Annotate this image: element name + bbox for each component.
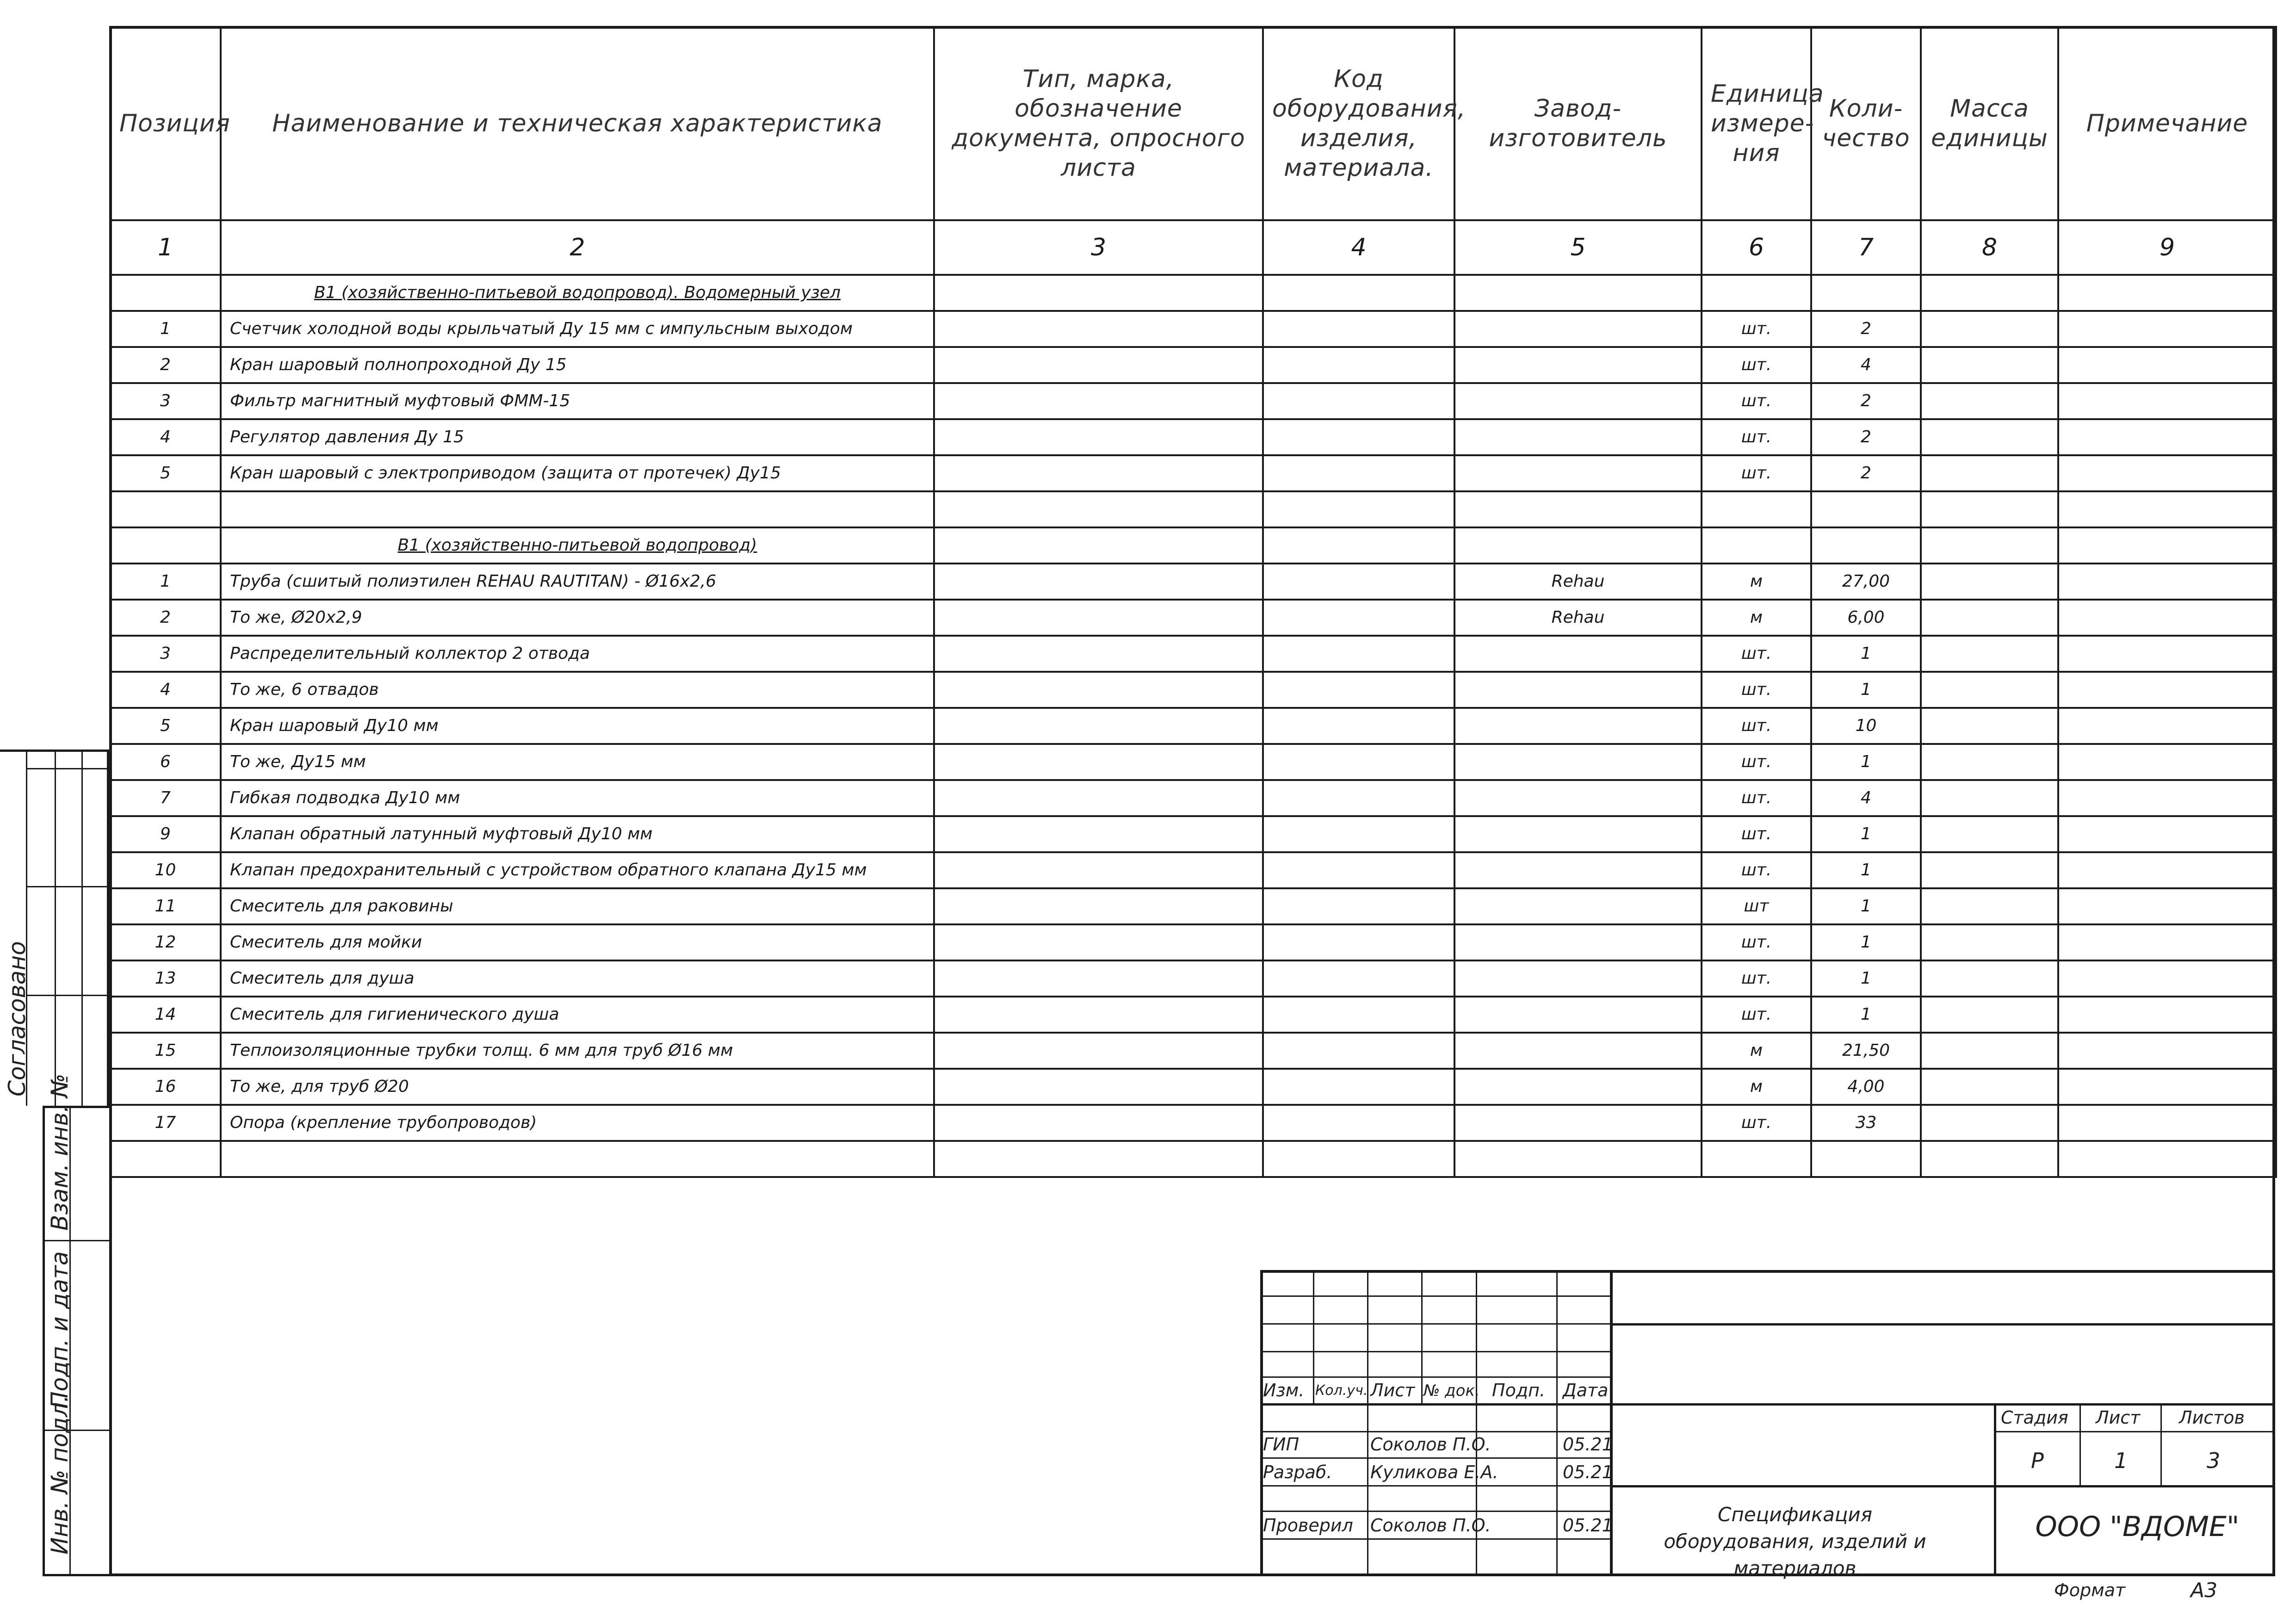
cell-manufacturer xyxy=(1454,780,1702,816)
cell-mass xyxy=(1921,1069,2058,1105)
cell-note xyxy=(2058,888,2276,924)
cell-quantity: 6,00 xyxy=(1811,600,1921,636)
cell-manufacturer: Rehau xyxy=(1454,564,1702,600)
tb-date-proveril: 05.21 xyxy=(1563,1515,1613,1536)
cell-note xyxy=(2058,816,2276,852)
cell-note xyxy=(2058,600,2276,636)
cell-quantity: 1 xyxy=(1811,672,1921,708)
cell-unit: м xyxy=(1702,1033,1811,1069)
tb-company: ООО "ВДОМЕ" xyxy=(2035,1511,2240,1543)
cell-code xyxy=(1263,997,1454,1033)
cell-code xyxy=(1263,708,1454,744)
cell-type xyxy=(934,455,1263,491)
section-title: В1 (хозяйственно-питьевой водопровод) xyxy=(221,527,934,564)
cell-unit: шт. xyxy=(1702,672,1811,708)
tb-date-gip: 05.21 xyxy=(1563,1434,1613,1455)
cell-note xyxy=(2058,1105,2276,1141)
table-row xyxy=(110,816,2276,852)
cell-mass xyxy=(1921,924,2058,960)
cell-name: То же, 6 отвадов xyxy=(221,672,934,708)
cell-unit: шт xyxy=(1702,888,1811,924)
cell-manufacturer xyxy=(1454,708,1702,744)
cell-name: Теплоизоляционные трубки толщ. 6 мм для труб Ø16 мм xyxy=(221,1033,934,1069)
cell-quantity: 2 xyxy=(1811,311,1921,347)
cell-position: 12 xyxy=(110,924,221,960)
tb-role-gip: ГИП xyxy=(1263,1434,1300,1455)
cell-name: Смеситель для гигиенического душа xyxy=(221,997,934,1033)
cell-note xyxy=(2058,455,2276,491)
cell-quantity: 1 xyxy=(1811,888,1921,924)
cell-note xyxy=(2058,960,2276,997)
cell-manufacturer xyxy=(1454,997,1702,1033)
table-row xyxy=(110,564,2276,600)
cell-note xyxy=(2058,852,2276,888)
cell-type xyxy=(934,744,1263,780)
cell-code xyxy=(1263,960,1454,997)
cell-position: 15 xyxy=(110,1033,221,1069)
cell-position: 16 xyxy=(110,1069,221,1105)
cell-mass xyxy=(1921,419,2058,455)
cell-unit: шт. xyxy=(1702,744,1811,780)
cell-position: 6 xyxy=(110,744,221,780)
tb-listov: 3 xyxy=(2207,1448,2221,1473)
cell-unit: шт. xyxy=(1702,383,1811,419)
cell-type xyxy=(934,780,1263,816)
cell-position: 17 xyxy=(110,1105,221,1141)
table-row xyxy=(110,960,2276,997)
cell-code xyxy=(1263,672,1454,708)
cell-code xyxy=(1263,1033,1454,1069)
cell-note xyxy=(2058,564,2276,600)
cell-note xyxy=(2058,347,2276,383)
tb-header-izm: Изм. xyxy=(1263,1380,1305,1400)
cell-type xyxy=(934,708,1263,744)
cell-name: Кран шаровый Ду10 мм xyxy=(221,708,934,744)
cell-mass xyxy=(1921,888,2058,924)
tb-header-podp: Подп. xyxy=(1492,1380,1546,1400)
cell-name: Смеситель для душа xyxy=(221,960,934,997)
cell-mass xyxy=(1921,672,2058,708)
cell-manufacturer xyxy=(1454,311,1702,347)
tb-list-label: Лист xyxy=(2096,1407,2141,1428)
cell-code xyxy=(1263,888,1454,924)
cell-quantity: 1 xyxy=(1811,960,1921,997)
cell-quantity: 10 xyxy=(1811,708,1921,744)
cell-mass xyxy=(1921,960,2058,997)
cell-manufacturer xyxy=(1454,1033,1702,1069)
table-row xyxy=(110,311,2276,347)
table-row xyxy=(110,1069,2276,1105)
cell-unit: шт. xyxy=(1702,455,1811,491)
cell-quantity: 4 xyxy=(1811,780,1921,816)
cell-manufacturer xyxy=(1454,1069,1702,1105)
cell-name: Фильтр магнитный муфтовый ФММ-15 xyxy=(221,383,934,419)
cell-manufacturer xyxy=(1454,636,1702,672)
empty-row xyxy=(110,491,2276,527)
cell-type xyxy=(934,600,1263,636)
cell-manufacturer xyxy=(1454,347,1702,383)
tb-header-kolu: Кол.уч. xyxy=(1315,1382,1368,1399)
cell-code xyxy=(1263,1069,1454,1105)
format-value: А3 xyxy=(2191,1579,2218,1602)
cell-manufacturer xyxy=(1454,852,1702,888)
cell-quantity: 2 xyxy=(1811,419,1921,455)
format-label: Формат xyxy=(2054,1580,2126,1600)
table-row xyxy=(110,1033,2276,1069)
cell-code xyxy=(1263,744,1454,780)
cell-position: 9 xyxy=(110,816,221,852)
cell-unit: шт. xyxy=(1702,780,1811,816)
cell-unit: шт. xyxy=(1702,960,1811,997)
cell-name: Труба (сшитый полиэтилен REHAU RAUTITAN) - Ø16х2,6 xyxy=(221,564,934,600)
cell-unit: шт. xyxy=(1702,636,1811,672)
col-number: 7 xyxy=(1811,220,1921,275)
cell-manufacturer: Rehau xyxy=(1454,600,1702,636)
col-header-manufacturer: Завод-изготовитель xyxy=(1454,27,1702,220)
cell-quantity: 27,00 xyxy=(1811,564,1921,600)
cell-code xyxy=(1263,852,1454,888)
cell-name: Гибкая подводка Ду10 мм xyxy=(221,780,934,816)
cell-position: 3 xyxy=(110,636,221,672)
cell-note xyxy=(2058,419,2276,455)
cell-position: 1 xyxy=(110,311,221,347)
table-row xyxy=(110,780,2276,816)
cell-code xyxy=(1263,311,1454,347)
cell-manufacturer xyxy=(1454,672,1702,708)
cell-name: Клапан предохранительный с устройством обратного клапана Ду15 мм xyxy=(221,852,934,888)
cell-mass xyxy=(1921,1105,2058,1141)
cell-code xyxy=(1263,564,1454,600)
cell-manufacturer xyxy=(1454,888,1702,924)
cell-code xyxy=(1263,455,1454,491)
col-number: 4 xyxy=(1263,220,1454,275)
cell-name: Клапан обратный латунный муфтовый Ду10 мм xyxy=(221,816,934,852)
cell-position: 4 xyxy=(110,672,221,708)
col-number: 5 xyxy=(1454,220,1702,275)
cell-mass xyxy=(1921,816,2058,852)
cell-position: 5 xyxy=(110,455,221,491)
header-row xyxy=(110,27,2276,220)
cell-quantity: 1 xyxy=(1811,636,1921,672)
cell-name: То же, для труб Ø20 xyxy=(221,1069,934,1105)
cell-unit: шт. xyxy=(1702,347,1811,383)
table-row xyxy=(110,924,2276,960)
vzam-inv-label: Взам. инв. № xyxy=(46,1073,73,1231)
cell-type xyxy=(934,347,1263,383)
cell-unit: м xyxy=(1702,564,1811,600)
cell-quantity: 1 xyxy=(1811,924,1921,960)
cell-mass xyxy=(1921,780,2058,816)
cell-type xyxy=(934,636,1263,672)
cell-code xyxy=(1263,816,1454,852)
col-header-code: Код оборудования, изделия, материала. xyxy=(1263,27,1454,220)
tb-role-razrab: Разраб. xyxy=(1263,1462,1332,1482)
table-row xyxy=(110,455,2276,491)
agreed-label: Согласовано xyxy=(4,941,31,1096)
cell-note xyxy=(2058,1033,2276,1069)
table-row xyxy=(110,636,2276,672)
cell-name: Опора (крепление трубопроводов) xyxy=(221,1105,934,1141)
inv-podl-label: Инв. № подл. xyxy=(46,1395,73,1555)
cell-name: То же, Ду15 мм xyxy=(221,744,934,780)
cell-mass xyxy=(1921,311,2058,347)
cell-name: Кран шаровый полнопроходной Ду 15 xyxy=(221,347,934,383)
cell-code xyxy=(1263,924,1454,960)
cell-position: 2 xyxy=(110,600,221,636)
cell-position: 13 xyxy=(110,960,221,997)
tb-role-proveril: Проверил xyxy=(1263,1515,1353,1536)
cell-unit: шт. xyxy=(1702,924,1811,960)
cell-mass xyxy=(1921,600,2058,636)
cell-code xyxy=(1263,419,1454,455)
table-row xyxy=(110,600,2276,636)
cell-name: Кран шаровый с электроприводом (защита от протечек) Ду15 xyxy=(221,455,934,491)
col-header-mass: Масса единицы xyxy=(1921,27,2058,220)
cell-unit: шт. xyxy=(1702,311,1811,347)
col-header-type: Тип, марка, обозначение документа, опросного листа xyxy=(934,27,1263,220)
cell-type xyxy=(934,311,1263,347)
cell-type xyxy=(934,888,1263,924)
cell-position: 4 xyxy=(110,419,221,455)
cell-mass xyxy=(1921,744,2058,780)
tb-header-list: Лист xyxy=(1370,1380,1415,1400)
cell-position: 14 xyxy=(110,997,221,1033)
cell-note xyxy=(2058,1069,2276,1105)
cell-position: 7 xyxy=(110,780,221,816)
cell-position: 3 xyxy=(110,383,221,419)
cell-position: 5 xyxy=(110,708,221,744)
cell-unit: шт. xyxy=(1702,1105,1811,1141)
table-row xyxy=(110,1105,2276,1141)
cell-note xyxy=(2058,744,2276,780)
cell-quantity: 1 xyxy=(1811,852,1921,888)
tb-name-gip: Соколов П.О. xyxy=(1370,1434,1491,1455)
tb-list: 1 xyxy=(2114,1448,2128,1473)
cell-type xyxy=(934,852,1263,888)
cell-mass xyxy=(1921,455,2058,491)
tb-header-data: Дата xyxy=(1563,1380,1609,1400)
col-number: 3 xyxy=(934,220,1263,275)
cell-name: То же, Ø20х2,9 xyxy=(221,600,934,636)
cell-quantity: 4,00 xyxy=(1811,1069,1921,1105)
cell-code xyxy=(1263,347,1454,383)
tb-header-ndok: № док. xyxy=(1423,1381,1480,1400)
col-header-unit: Единица измере-ния xyxy=(1702,27,1811,220)
cell-mass xyxy=(1921,383,2058,419)
empty-row xyxy=(110,1141,2276,1177)
col-header-position: Позиция xyxy=(110,27,221,220)
cell-mass xyxy=(1921,347,2058,383)
column-number-row xyxy=(110,220,2276,275)
cell-type xyxy=(934,1033,1263,1069)
cell-note xyxy=(2058,383,2276,419)
col-number: 9 xyxy=(2058,220,2276,275)
cell-code xyxy=(1263,780,1454,816)
table-row xyxy=(110,419,2276,455)
cell-note xyxy=(2058,780,2276,816)
table-row xyxy=(110,888,2276,924)
tb-stadia: Р xyxy=(2031,1448,2044,1473)
cell-mass xyxy=(1921,1033,2058,1069)
cell-quantity: 4 xyxy=(1811,347,1921,383)
cell-type xyxy=(934,564,1263,600)
table-row xyxy=(110,744,2276,780)
col-number: 1 xyxy=(110,220,221,275)
cell-unit: м xyxy=(1702,1069,1811,1105)
cell-note xyxy=(2058,924,2276,960)
podp-data-label: Подп. и дата xyxy=(46,1251,73,1409)
cell-position: 2 xyxy=(110,347,221,383)
cell-unit: м xyxy=(1702,600,1811,636)
cell-name: Смеситель для раковины xyxy=(221,888,934,924)
cell-note xyxy=(2058,708,2276,744)
cell-code xyxy=(1263,636,1454,672)
cell-quantity: 2 xyxy=(1811,383,1921,419)
cell-unit: шт. xyxy=(1702,419,1811,455)
cell-unit: шт. xyxy=(1702,708,1811,744)
col-header-note: Примечание xyxy=(2058,27,2276,220)
cell-note xyxy=(2058,997,2276,1033)
cell-manufacturer xyxy=(1454,455,1702,491)
tb-stadia-label: Стадия xyxy=(2001,1407,2068,1428)
cell-unit: шт. xyxy=(1702,852,1811,888)
cell-mass xyxy=(1921,636,2058,672)
table-row xyxy=(110,852,2276,888)
cell-type xyxy=(934,419,1263,455)
cell-manufacturer xyxy=(1454,924,1702,960)
cell-type xyxy=(934,1069,1263,1105)
cell-manufacturer xyxy=(1454,1105,1702,1141)
cell-mass xyxy=(1921,997,2058,1033)
cell-unit: шт. xyxy=(1702,816,1811,852)
cell-type xyxy=(934,383,1263,419)
cell-type xyxy=(934,816,1263,852)
specification-table xyxy=(109,26,2277,1178)
tb-name-razrab: Куликова Е.А. xyxy=(1370,1462,1498,1482)
cell-code xyxy=(1263,1105,1454,1141)
cell-position: 11 xyxy=(110,888,221,924)
tb-listov-label: Листов xyxy=(2179,1407,2245,1428)
cell-name: Распределительный коллектор 2 отвода xyxy=(221,636,934,672)
cell-type xyxy=(934,960,1263,997)
cell-code xyxy=(1263,600,1454,636)
cell-note xyxy=(2058,636,2276,672)
cell-quantity: 2 xyxy=(1811,455,1921,491)
tb-name-proveril: Соколов П.О. xyxy=(1370,1515,1491,1536)
cell-manufacturer xyxy=(1454,960,1702,997)
cell-code xyxy=(1263,383,1454,419)
table-row xyxy=(110,383,2276,419)
section-title-row xyxy=(110,527,2276,564)
col-number: 2 xyxy=(221,220,934,275)
cell-position: 1 xyxy=(110,564,221,600)
cell-mass xyxy=(1921,564,2058,600)
cell-type xyxy=(934,1105,1263,1141)
table-row xyxy=(110,347,2276,383)
cell-quantity: 21,50 xyxy=(1811,1033,1921,1069)
cell-type xyxy=(934,997,1263,1033)
cell-manufacturer xyxy=(1454,816,1702,852)
cell-type xyxy=(934,672,1263,708)
cell-mass xyxy=(1921,852,2058,888)
cell-name: Счетчик холодной воды крыльчатый Ду 15 мм с импульсным выходом xyxy=(221,311,934,347)
section-title: В1 (хозяйственно-питьевой водопровод). Водомерный узел xyxy=(221,275,934,311)
table-row xyxy=(110,672,2276,708)
section-title-row xyxy=(110,275,2276,311)
cell-name: Регулятор давления Ду 15 xyxy=(221,419,934,455)
tb-date-razrab: 05.21 xyxy=(1563,1462,1613,1482)
cell-unit: шт. xyxy=(1702,997,1811,1033)
col-header-name: Наименование и техническая характеристика xyxy=(221,27,934,220)
cell-note xyxy=(2058,311,2276,347)
cell-quantity: 1 xyxy=(1811,744,1921,780)
col-number: 6 xyxy=(1702,220,1811,275)
tb-document-title: Спецификация оборудования, изделий и материалов xyxy=(1664,1503,1926,1580)
col-number: 8 xyxy=(1921,220,2058,275)
table-row xyxy=(110,708,2276,744)
cell-mass xyxy=(1921,708,2058,744)
cell-manufacturer xyxy=(1454,744,1702,780)
cell-quantity: 1 xyxy=(1811,816,1921,852)
cell-quantity: 33 xyxy=(1811,1105,1921,1141)
col-header-quantity: Коли-чество xyxy=(1811,27,1921,220)
cell-name: Смеситель для мойки xyxy=(221,924,934,960)
table-row xyxy=(110,997,2276,1033)
cell-quantity: 1 xyxy=(1811,997,1921,1033)
cell-note xyxy=(2058,672,2276,708)
cell-type xyxy=(934,924,1263,960)
cell-position: 10 xyxy=(110,852,221,888)
cell-manufacturer xyxy=(1454,383,1702,419)
cell-manufacturer xyxy=(1454,419,1702,455)
